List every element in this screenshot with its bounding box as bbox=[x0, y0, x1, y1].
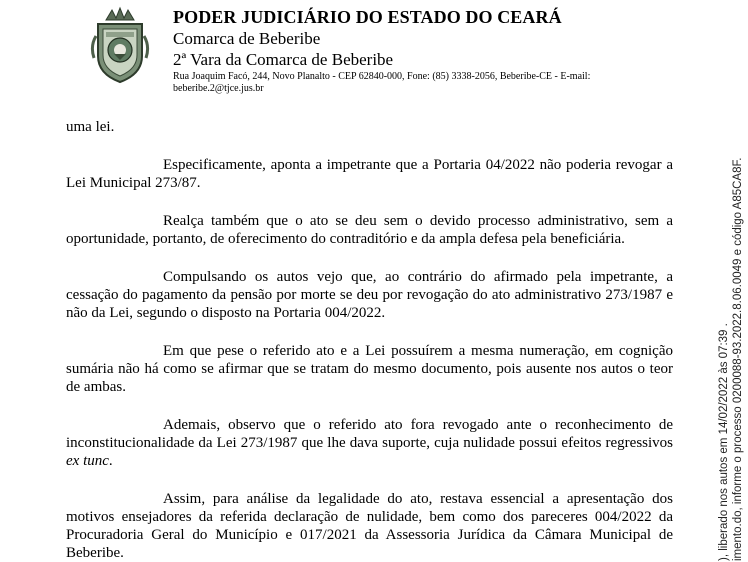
comarca-name: Comarca de Beberibe bbox=[173, 29, 321, 48]
side-authentication-stamp bbox=[717, 158, 745, 561]
paragraph-5-text: Ademais, observo que o referido ato fora revogado ante o reconhecimento de inconstitucionalidade da Lei 273/1987 que lhe dava suporte, cuja nulidade possui efeitos regressivos bbox=[66, 417, 673, 451]
address-line-1: Rua Joaquim Facó, 244, Novo Planalto - CEP 62840-000, Fone: (85) 3338-2056, Beberibe-CE - E-mail: bbox=[173, 71, 591, 82]
court-address bbox=[173, 71, 643, 95]
paragraph-1: Especificamente, aponta a impetrante que a Portaria 04/2022 não poderia revogar a Lei Municipal 273/87. bbox=[66, 157, 673, 191]
coat-of-arms-ceara-icon bbox=[90, 6, 150, 86]
paragraph-5-end: . bbox=[108, 453, 113, 469]
paragraph-5 bbox=[66, 416, 673, 470]
paragraph-4: Em que pese o referido ato e a Lei possuírem a mesma numeração, em cognição sumária não há como se afirmar que se tratam do mesmo documento, pois ausente nos autos o teor de ambas. bbox=[66, 343, 673, 395]
side-stamp-line-1: ), liberado nos autos em 14/02/2022 às 07:39 . bbox=[718, 323, 730, 561]
address-line-2: beberibe.2@tjce.jus.br bbox=[173, 83, 264, 94]
paragraph-3: Compulsando os autos vejo que, ao contrário do afirmado pela impetrante, a cessação do pagamento da pensão por morte se deu por revogação do ato administrativo 273/1987 e não da Lei, segundo o disposto na Portaria 004/2022. bbox=[66, 269, 673, 321]
coat-of-arms-logo bbox=[90, 6, 150, 86]
vara-name: 2ª Vara da Comarca de Beberibe bbox=[173, 50, 394, 69]
paragraph-continuation: uma lei. bbox=[66, 119, 115, 135]
paragraph-5-italic: ex tunc bbox=[66, 453, 109, 469]
paragraph-2: Realça também que o ato se deu sem o devido processo administrativo, sem a oportunidade, portanto, de oferecimento do contraditório e da ampla defesa pela beneficiária. bbox=[66, 213, 673, 247]
side-stamp-line-2: imento.do, informe o processo 0200088-93.2022.8.06.0049 e código A85CA8F. bbox=[732, 157, 744, 561]
court-header bbox=[173, 6, 643, 95]
court-title: PODER JUDICIÁRIO DO ESTADO DO CEARÁ bbox=[173, 7, 562, 27]
document-body bbox=[66, 118, 673, 562]
paragraph-6: Assim, para análise da legalidade do ato, restava essencial a apresentação dos motivos ensejadores da referida declaração de nulidade, bem como dos pareceres 004/2022 da Procuradoria Geral do Município e 017/2021 da Assessoria Jurídica da Câmara Municipal de Beberibe. bbox=[66, 491, 673, 561]
